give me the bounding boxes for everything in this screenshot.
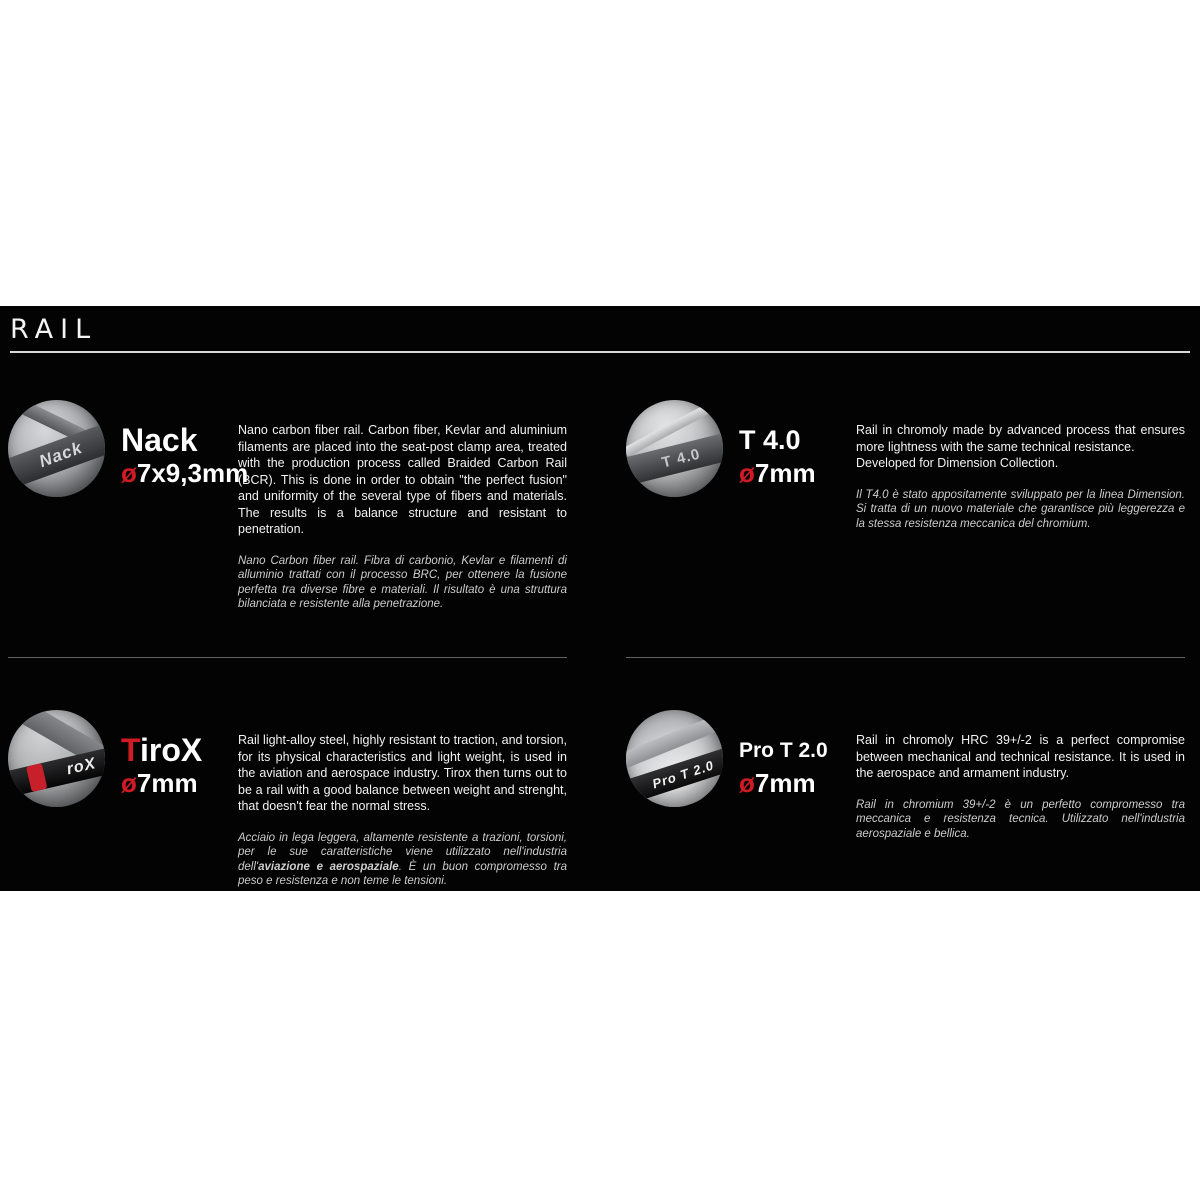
rail-engraving: Pro T 2.0	[650, 756, 716, 792]
description-it: Rail in chromium 39+/-2 è un perfetto compromesso tra meccanica e resistenza tecnica. Utilizzato nell'industria aerospaziale e bellica.	[856, 798, 1185, 840]
product-name: Pro T 2.0	[739, 739, 828, 762]
description-en: Rail light-alloy steel, highly resistant to traction, and torsion, for its physical characteristics and light weight, is used in the aviation and aerospace industry. Tirox then turns out to be a rail with a good balance between weight and strenght, that doesn't fear the normal stress.	[238, 733, 567, 813]
product-diameter: ø7mm	[121, 768, 198, 798]
product-diameter: ø7mm	[739, 768, 816, 798]
product-name: TiroX	[121, 732, 203, 768]
rail-engraving: Nack	[36, 437, 86, 472]
product-photo-t40	[626, 400, 723, 497]
product-description	[856, 710, 1185, 841]
product-card-nack	[8, 400, 567, 657]
product-diameter: ø7x9,3mm	[121, 458, 249, 488]
description-it: Acciaio in lega leggera, altamente resistente a trazioni, torsioni, per le sue caratteristiche viene utilizzato nell'industria dell'aviazione e aerospaziale. È un buon compromesso tra peso e resistenza e non teme le tensioni.	[238, 831, 567, 887]
description-it: Nano Carbon fiber rail. Fibra di carbonio, Kevlar e filamenti di alluminio trattati con il processo BRC, per ottenere la fusione perfetta tra diverse fibre e materiali. Il risultato è una struttura bilanciata e resistente alla penetrazione.	[238, 554, 567, 610]
product-description	[238, 710, 567, 889]
product-titles	[723, 400, 856, 486]
product-name: Nack	[121, 422, 198, 458]
product-photo-tirox	[8, 710, 105, 807]
product-photo-nack	[8, 400, 105, 497]
product-card-tirox	[8, 658, 567, 889]
rail-engraving: T 4.0	[659, 445, 703, 471]
product-diameter: ø7mm	[739, 458, 816, 488]
description-it: Il T4.0 è stato appositamente sviluppato per la linea Dimension. Si tratta di un nuovo materiale che garantisce più leggerezza e la stessa resistenza meccanica del chromium.	[856, 488, 1185, 530]
diameter-symbol: ø	[121, 458, 137, 488]
description-en: Rail in chromoly HRC 39+/-2 is a perfect compromise between mechanical and technical resistance. It is used in the aerospace and armament industry.	[856, 733, 1185, 780]
product-titles	[105, 710, 238, 796]
product-titles	[105, 400, 249, 488]
panel-header	[0, 306, 1200, 353]
product-description	[238, 400, 567, 612]
product-photo-prot20	[626, 710, 723, 807]
page-title: RAIL	[10, 314, 98, 345]
right-column	[626, 400, 1185, 889]
diameter-symbol: ø	[739, 458, 755, 488]
rail-engraving: roX	[65, 755, 98, 779]
rail-tube	[626, 426, 723, 489]
description-en: Rail in chromoly made by advanced process that ensures more lightness with the same technical resistance.	[856, 423, 1185, 454]
product-description	[856, 400, 1185, 531]
product-name: T 4.0	[739, 425, 801, 455]
diameter-symbol: ø	[739, 768, 755, 798]
rail-panel	[0, 306, 1200, 891]
diameter-symbol: ø	[121, 768, 137, 798]
left-column	[8, 400, 567, 889]
description-en-line2: Developed for Dimension Collection.	[856, 456, 1059, 470]
description-en: Nano carbon fiber rail. Carbon fiber, Kevlar and aluminium filaments are placed into the seat-post clamp area, treated with the production process called Braided Carbon Rail (BCR). This is done in order to obtain "the perfect fusion" and uniformity of the several type of fibers and materials. The results is a balance structure and resistant to penetration.	[238, 423, 567, 536]
product-card-t40	[626, 400, 1185, 657]
product-grid	[0, 353, 1200, 889]
product-titles	[723, 710, 856, 796]
product-card-prot20	[626, 658, 1185, 841]
